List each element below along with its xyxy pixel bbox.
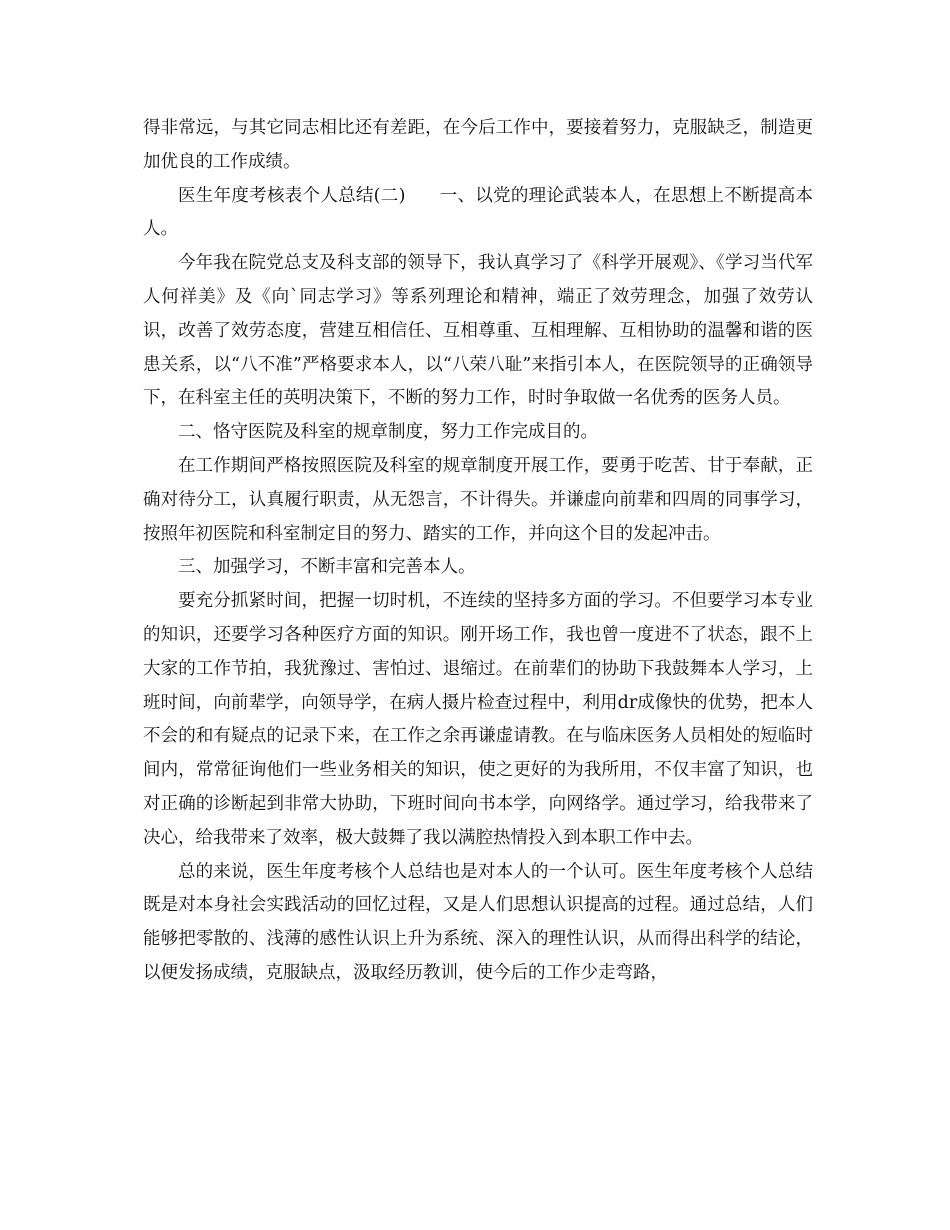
paragraph-rules: 在工作期间严格按照医院及科室的规章制度开展工作，要勇于吃苦、甘于奉献，正确对待分工，认真履行职责，从无怨言，不计得失。并谦虚向前辈和四周的同事学习，按照年初医院和科室制定目的努力、踏实的工作，并向这个目的发起冲击。	[143, 455, 813, 544]
document-subtitle: 医生年度考核表个人总结(二)	[178, 185, 406, 206]
paragraph-theory-study: 今年我在院党总支及科支部的领导下，我认真学习了《科学开展观》、《学习当代军人何祥美》及《向`同志学习》等系列理论和精神，端正了效劳理念，加强了效劳认识，改善了效劳态度，营建互相信任、互相尊重、互相理解、互相协助的温馨和谐的医患关系，以“八不准”严格要求本人，以“八荣八耻”来指引本人，在医院领导的正确领导下，在科室主任的英明决策下，不断的努力工作，时时争取做一名优秀的医务人员。	[143, 253, 813, 409]
document-page	[143, 112, 813, 991]
section-three-heading: 三、加强学习，不断丰富和完善本人。	[178, 557, 476, 578]
paragraph-summary: 总的来说，医生年度考核个人总结也是对本人的一个认可。医生年度考核个人总结既是对本身社会实践活动的回忆过程，又是人们思想认识提高的过程。通过总结，人们能够把零散的、浅薄的感性认识上升为系统、深入的理性认识，从而得出科学的结论，以便发扬成绩，克服缺点，汲取经历教训，使今后的工作少走弯路，	[143, 861, 813, 983]
paragraph-learning: 要充分抓紧时间，把握一切时机，不连续的坚持多方面的学习。不但要学习本专业的知识，还要学习各种医疗方面的知识。刚开场工作，我也曾一度进不了状态，跟不上大家的工作节拍，我犹豫过、害怕过、退缩过。在前辈们的协助下我鼓舞本人学习，上班时间，向前辈学，向领导学，在病人摄片检查过程中，利用dr成像快的优势，把本人不会的和有疑点的记录下来，在工作之余再谦虚请教。在与临床医务人员相处的短临时间内，常常征询他们一些业务相关的知识，使之更好的为我所用，不仅丰富了知识，也对正确的诊断起到非常大协助，下班时间向书本学，向网络学。通过学习，给我带来了决心，给我带来了效率，极大鼓舞了我以满腔热情投入到本职工作中去。	[143, 591, 813, 848]
section-two-heading: 二、恪守医院及科室的规章制度，努力工作完成目的。	[178, 422, 598, 443]
section-one-heading: 一、以党的理论武装本人，在思想上不断提高本人。	[143, 185, 814, 240]
paragraph-continuation: 得非常远，与其它同志相比还有差距，在今后工作中，要接着努力，克服缺乏，制造更加优良的工作成绩。	[143, 118, 813, 172]
section-heading-line	[143, 180, 813, 248]
